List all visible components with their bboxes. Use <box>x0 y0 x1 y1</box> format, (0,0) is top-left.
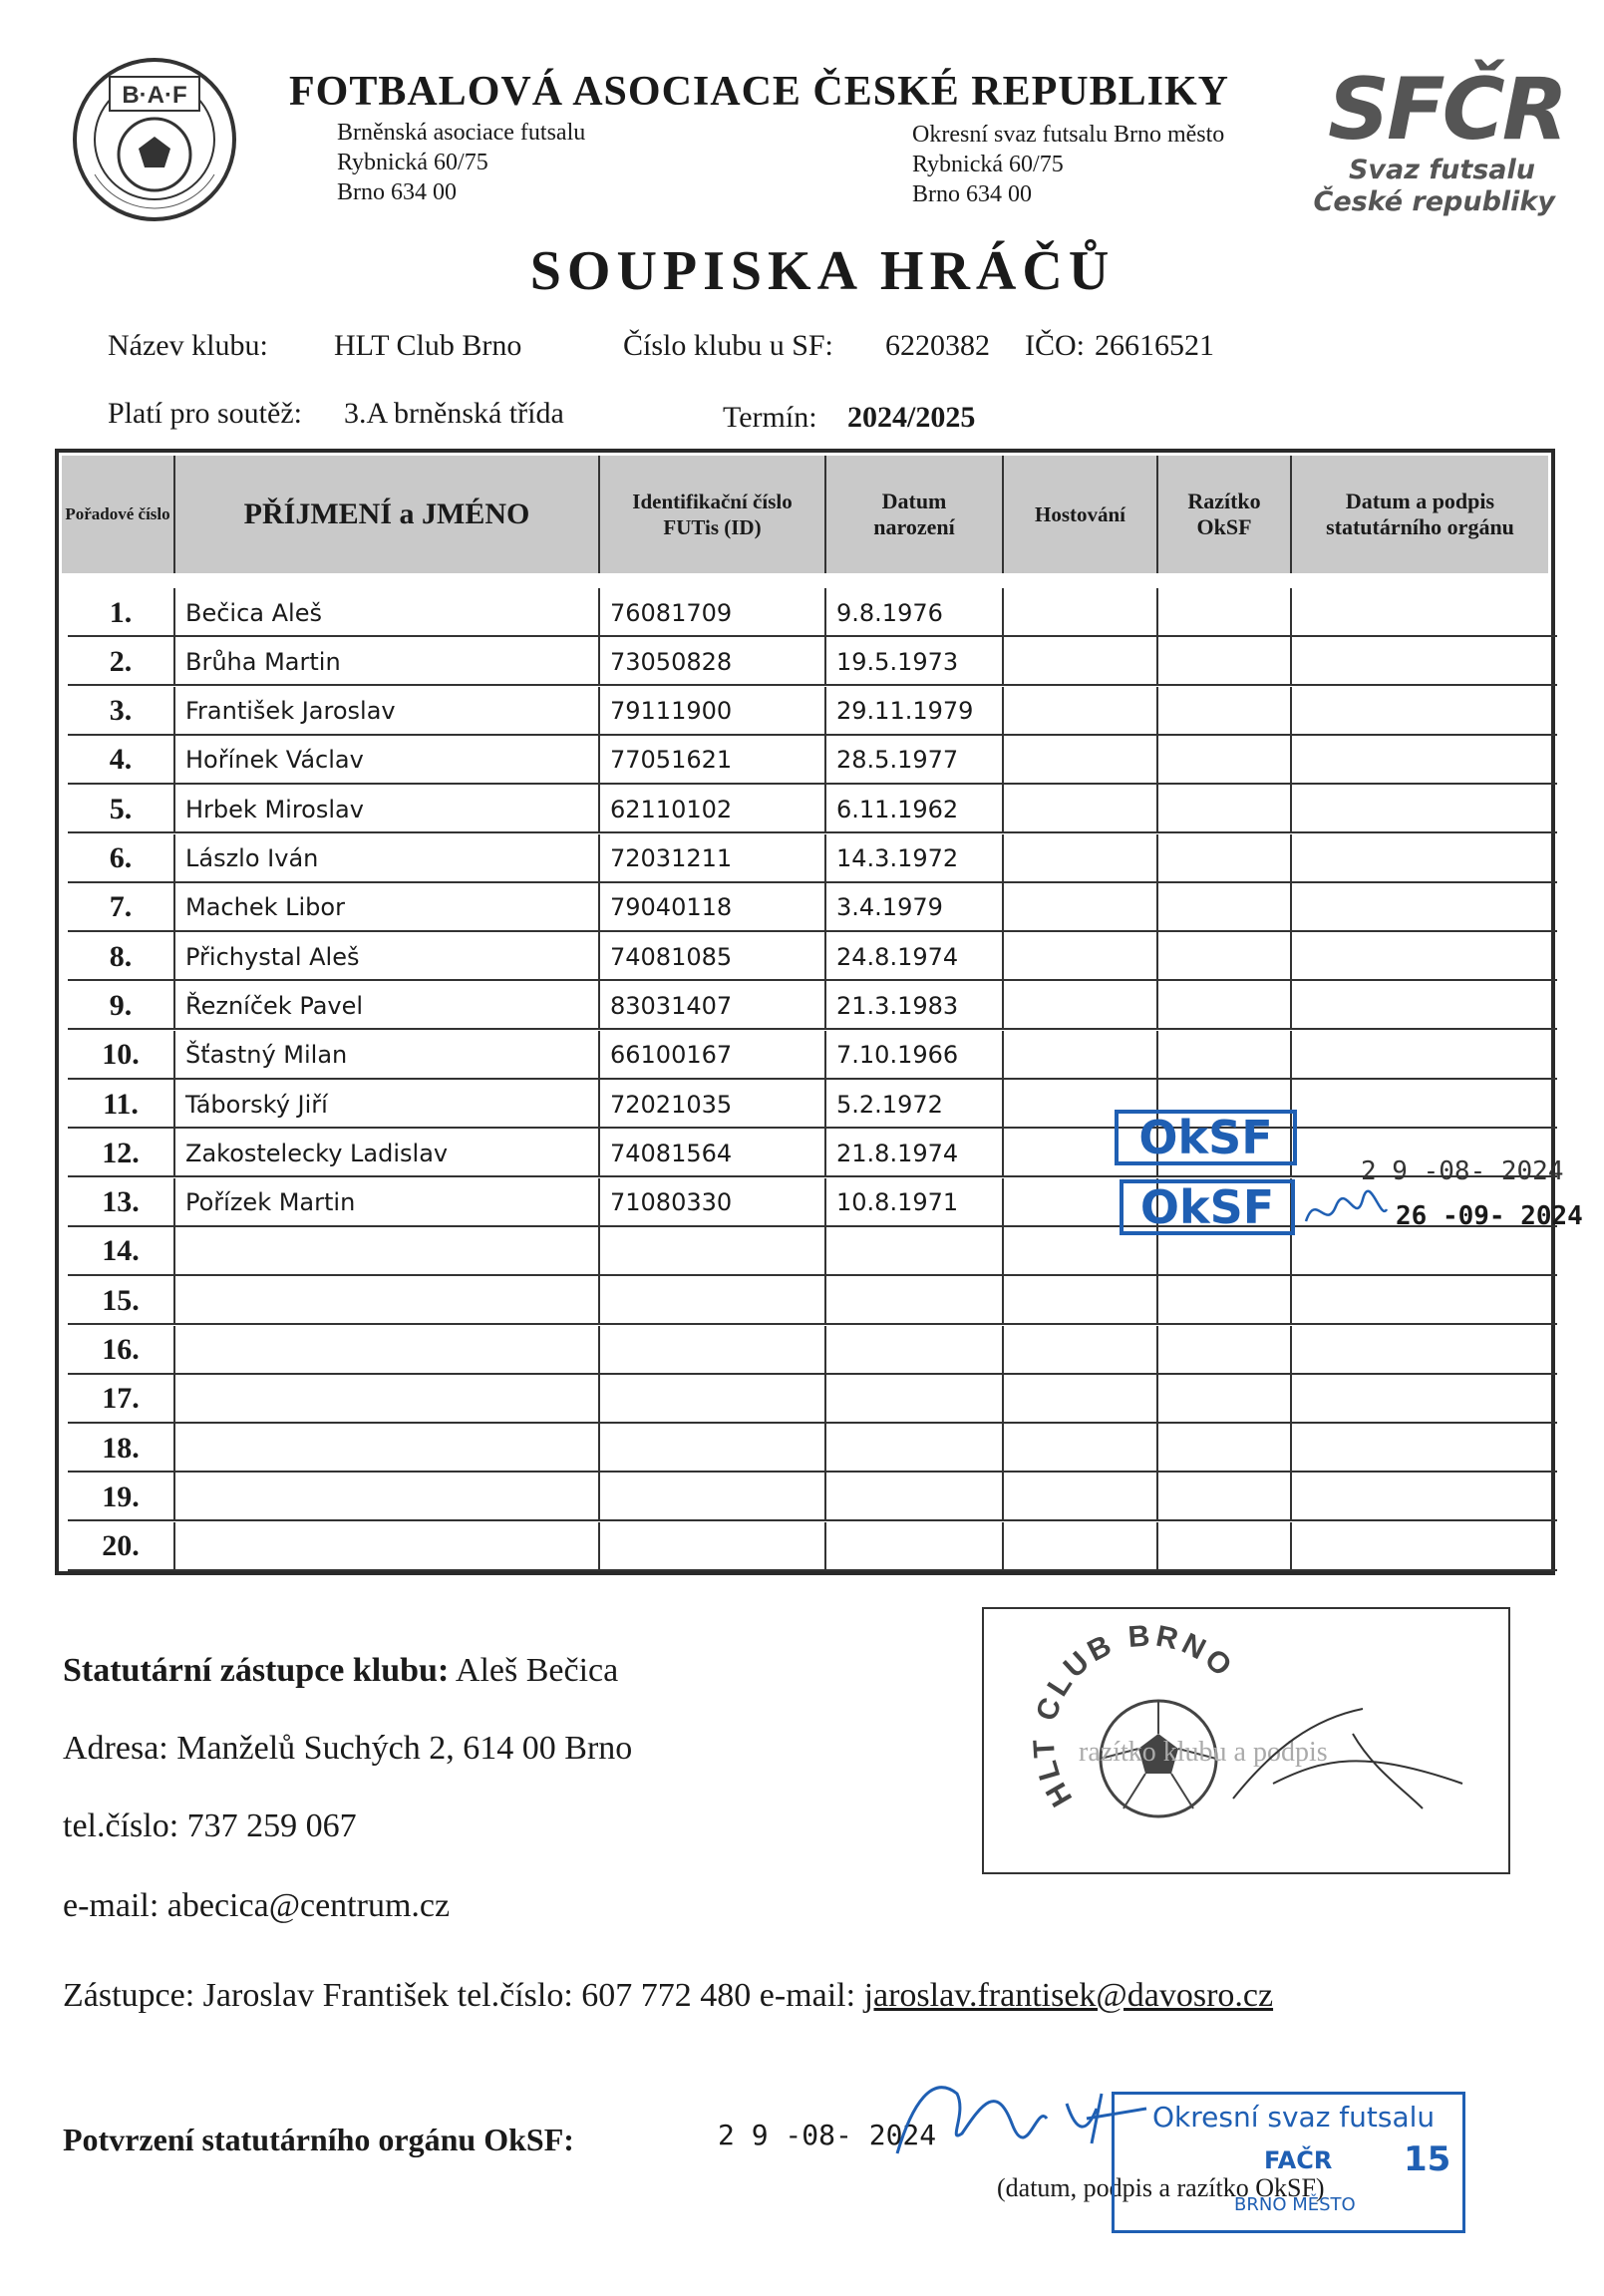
table-row <box>68 1424 1557 1473</box>
signature-cell <box>1292 1424 1555 1473</box>
club-stamp-ring-text: HLT CLUB BRNO <box>1027 1624 1241 1812</box>
baf-logo-text: B·A·F <box>122 82 187 109</box>
stamp-date-row13: 26 -09- 2024 <box>1396 1201 1583 1231</box>
stamp-line2: FAČR <box>1264 2146 1333 2174</box>
player-id <box>600 1473 826 1521</box>
player-name: Brůha Martin <box>175 637 600 686</box>
row-number: 17. <box>68 1375 175 1424</box>
header-num: Pořadové číslo <box>62 456 175 573</box>
left-address <box>337 118 585 207</box>
left-address-line: Rybnická 60/75 <box>337 150 488 175</box>
player-dob: 5.2.1972 <box>826 1080 1004 1129</box>
stamp-cell <box>1158 834 1292 883</box>
row-number: 10. <box>68 1031 175 1080</box>
signature-cell <box>1292 1031 1555 1080</box>
statutory-rep <box>63 1652 618 1690</box>
stamp-cell <box>1158 1424 1292 1473</box>
player-name: Táborský Jiří <box>175 1080 600 1129</box>
statutory-address: Adresa: Manželů Suchých 2, 614 00 Brno <box>63 1730 633 1767</box>
player-id <box>600 1276 826 1325</box>
player-id: 72021035 <box>600 1080 826 1129</box>
header-name: PŘÍJMENÍ a JMÉNO <box>175 456 600 573</box>
signature-cell <box>1292 1473 1555 1521</box>
document-title: SOUPISKA HRÁČŮ <box>529 240 1116 302</box>
player-name: Lászlo Iván <box>175 834 600 883</box>
stamp-cell <box>1158 1031 1292 1080</box>
table-row <box>68 883 1557 932</box>
header-stamp: Razítko OkSF <box>1158 456 1292 573</box>
sfcr-line2: České republiky <box>1313 186 1555 217</box>
ico-label: IČO: <box>1025 329 1085 362</box>
row-number: 11. <box>68 1080 175 1129</box>
player-name <box>175 1227 600 1276</box>
signature-row13 <box>1301 1181 1391 1246</box>
player-name <box>175 1276 600 1325</box>
hosting-cell <box>1004 588 1158 637</box>
confirmation-caption: (datum, podpis a razítko OkSF) <box>997 2173 1325 2202</box>
left-address-line: Brno 634 00 <box>337 179 457 205</box>
hosting-cell <box>1004 736 1158 785</box>
hosting-cell <box>1004 1522 1158 1571</box>
deputy-details: Jaroslav František tel.číslo: 607 772 480 e-mail: <box>202 1977 856 2014</box>
row-number: 20. <box>68 1522 175 1571</box>
club-name: HLT Club Brno <box>334 329 522 362</box>
player-id <box>600 1227 826 1276</box>
baf-logo <box>70 55 239 224</box>
table-row <box>68 1522 1557 1571</box>
player-dob <box>826 1473 1004 1521</box>
signature-cell <box>1292 687 1555 736</box>
player-id: 76081709 <box>600 588 826 637</box>
oksf-stamp-row13: OkSF <box>1120 1179 1295 1235</box>
player-id: 77051621 <box>600 736 826 785</box>
player-dob: 7.10.1966 <box>826 1031 1004 1080</box>
player-id: 79111900 <box>600 687 826 736</box>
player-id: 62110102 <box>600 785 826 833</box>
signature-cell <box>1292 736 1555 785</box>
player-dob: 6.11.1962 <box>826 785 1004 833</box>
hosting-cell <box>1004 1375 1158 1424</box>
stamp-cell <box>1158 785 1292 833</box>
hosting-cell <box>1004 687 1158 736</box>
confirmation-date: 2 9 -08- 2024 <box>718 2119 937 2151</box>
svg-text:HLT CLUB BRNO <box>1028 1624 1241 1812</box>
player-name <box>175 1522 600 1571</box>
stamp-number: 15 <box>1404 2139 1451 2179</box>
confirmation-label: Potvrzení statutárního orgánu OkSF: <box>63 2122 574 2157</box>
signature-cell <box>1292 883 1555 932</box>
row-number: 9. <box>68 981 175 1030</box>
row-number: 19. <box>68 1473 175 1521</box>
player-name: Šťastný Milan <box>175 1031 600 1080</box>
signature-cell <box>1292 932 1555 981</box>
signature-cell <box>1292 981 1555 1030</box>
row-number: 4. <box>68 736 175 785</box>
sfcr-line1: Svaz futsalu <box>1348 155 1535 185</box>
player-dob: 10.8.1971 <box>826 1178 1004 1227</box>
statutory-rep-label: Statutární zástupce klubu: <box>63 1652 450 1689</box>
deputy-line <box>63 1977 1273 2015</box>
stamp-cell <box>1158 1473 1292 1521</box>
oksf-stamp-row12: OkSF <box>1115 1110 1297 1165</box>
signature-cell <box>1292 588 1555 637</box>
hosting-cell <box>1004 637 1158 686</box>
right-address-line: Okresní svaz futsalu Brno město <box>912 122 1225 148</box>
competition-value: 3.A brněnská třída <box>344 397 564 430</box>
signature-cell <box>1292 637 1555 686</box>
signature-cell <box>1292 785 1555 833</box>
table-row <box>68 932 1557 981</box>
stamp-cell <box>1158 981 1292 1030</box>
player-id: 83031407 <box>600 981 826 1030</box>
table-row <box>68 1129 1557 1177</box>
player-dob: 9.8.1976 <box>826 588 1004 637</box>
player-dob <box>826 1375 1004 1424</box>
stamp-line1: Okresní svaz futsalu <box>1152 2101 1436 2133</box>
player-dob: 21.3.1983 <box>826 981 1004 1030</box>
table-row <box>68 981 1557 1030</box>
table-row <box>68 588 1557 637</box>
row-number: 12. <box>68 1129 175 1177</box>
hosting-cell <box>1004 981 1158 1030</box>
signature-cell <box>1292 834 1555 883</box>
club-number: 6220382 <box>885 329 990 362</box>
row-number: 1. <box>68 588 175 637</box>
player-dob <box>826 1227 1004 1276</box>
signature-cell <box>1292 1326 1555 1375</box>
table-row <box>68 1080 1557 1129</box>
player-dob: 14.3.1972 <box>826 834 1004 883</box>
stamp-cell <box>1158 1375 1292 1424</box>
player-name <box>175 1424 600 1473</box>
hosting-cell <box>1004 1473 1158 1521</box>
stamp-cell <box>1158 1326 1292 1375</box>
hosting-cell <box>1004 1031 1158 1080</box>
signature-cell <box>1292 1080 1555 1129</box>
right-address <box>912 120 1224 209</box>
player-dob: 3.4.1979 <box>826 883 1004 932</box>
player-name: Pořízek Martin <box>175 1178 600 1227</box>
player-name: Řezníček Pavel <box>175 981 600 1030</box>
club-number-label: Číslo klubu u SF: <box>623 329 833 362</box>
statutory-phone: tel.číslo: 737 259 067 <box>63 1807 357 1844</box>
stamp-cell <box>1158 736 1292 785</box>
hosting-cell <box>1004 1424 1158 1473</box>
right-address-line: Rybnická 60/75 <box>912 152 1064 177</box>
signature-cell <box>1292 1276 1555 1325</box>
player-id: 74081085 <box>600 932 826 981</box>
row-number: 14. <box>68 1227 175 1276</box>
player-name: Bečica Aleš <box>175 588 600 637</box>
row-number: 2. <box>68 637 175 686</box>
ico-value: 26616521 <box>1095 329 1214 362</box>
table-row <box>68 1326 1557 1375</box>
term-value: 2024/2025 <box>847 401 976 434</box>
hosting-cell <box>1004 1276 1158 1325</box>
stamp-cell <box>1158 932 1292 981</box>
stamp-cell <box>1158 588 1292 637</box>
org-title: FOTBALOVÁ ASOCIACE ČESKÉ REPUBLIKY <box>289 69 1230 115</box>
player-dob: 28.5.1977 <box>826 736 1004 785</box>
player-name <box>175 1326 600 1375</box>
sfcr-mark: SFČR <box>1328 60 1566 160</box>
row-number: 5. <box>68 785 175 833</box>
competition-label: Platí pro soutěž: <box>108 397 302 430</box>
hosting-cell <box>1004 785 1158 833</box>
stamp-date-row12: 2 9 -08- 2024 <box>1361 1156 1564 1186</box>
term-label: Termín: <box>723 401 817 434</box>
signature-cell <box>1292 1522 1555 1571</box>
stamp-cell <box>1158 1276 1292 1325</box>
hosting-cell <box>1004 1326 1158 1375</box>
club-name-label: Název klubu: <box>108 329 268 362</box>
row-number: 18. <box>68 1424 175 1473</box>
table-row <box>68 637 1557 686</box>
player-name <box>175 1375 600 1424</box>
statutory-email: e-mail: abecica@centrum.cz <box>63 1887 451 1924</box>
club-signature <box>1213 1689 1472 1818</box>
player-id <box>600 1375 826 1424</box>
table-row <box>68 1473 1557 1521</box>
row-number: 13. <box>68 1178 175 1227</box>
table-row <box>68 1375 1557 1424</box>
table-row <box>68 1276 1557 1325</box>
table-row <box>68 687 1557 736</box>
player-dob <box>826 1424 1004 1473</box>
left-address-line: Brněnská asociace futsalu <box>337 120 586 146</box>
player-name: Machek Libor <box>175 883 600 932</box>
player-dob: 21.8.1974 <box>826 1129 1004 1177</box>
deputy-label: Zástupce: <box>63 1977 195 2014</box>
right-address-line: Brno 634 00 <box>912 181 1032 207</box>
player-name: Hořínek Václav <box>175 736 600 785</box>
hosting-cell <box>1004 883 1158 932</box>
player-id: 74081564 <box>600 1129 826 1177</box>
player-name <box>175 1473 600 1521</box>
player-name: František Jaroslav <box>175 687 600 736</box>
table-row <box>68 785 1557 833</box>
stamp-cell <box>1158 883 1292 932</box>
player-name: Hrbek Miroslav <box>175 785 600 833</box>
row-number: 3. <box>68 687 175 736</box>
statutory-rep-name: Aleš Bečica <box>455 1652 619 1689</box>
signature-cell <box>1292 1375 1555 1424</box>
table-row <box>68 1031 1557 1080</box>
player-id: 71080330 <box>600 1178 826 1227</box>
deputy-email: jaroslav.frantisek@davosro.cz <box>863 1977 1274 2014</box>
row-number: 16. <box>68 1326 175 1375</box>
stamp-cell <box>1158 637 1292 686</box>
player-dob <box>826 1522 1004 1571</box>
table-row <box>68 736 1557 785</box>
player-name: Přichystal Aleš <box>175 932 600 981</box>
header-host: Hostování <box>1004 456 1158 573</box>
player-dob: 19.5.1973 <box>826 637 1004 686</box>
row-number: 15. <box>68 1276 175 1325</box>
stamp-cell <box>1158 1522 1292 1571</box>
player-dob: 29.11.1979 <box>826 687 1004 736</box>
oksf-official-stamp <box>1112 2092 1465 2233</box>
table-row <box>68 834 1557 883</box>
player-id: 79040118 <box>600 883 826 932</box>
club-stamp-box <box>982 1607 1510 1874</box>
player-id: 72031211 <box>600 834 826 883</box>
club-stamp-caption: razítko klubu a podpis <box>1079 1737 1328 1768</box>
header-id: Identifikační číslo FUTis (ID) <box>600 456 826 573</box>
stamp-line3: BRNO MĚSTO <box>1234 2194 1356 2215</box>
player-id: 73050828 <box>600 637 826 686</box>
player-id: 66100167 <box>600 1031 826 1080</box>
player-dob <box>826 1326 1004 1375</box>
hosting-cell <box>1004 834 1158 883</box>
player-name: Zakostelecky Ladislav <box>175 1129 600 1177</box>
header-dob: Datum narození <box>826 456 1004 573</box>
header-sign: Datum a podpis statutárního orgánu <box>1326 489 1514 539</box>
player-id <box>600 1326 826 1375</box>
player-dob: 24.8.1974 <box>826 932 1004 981</box>
hosting-cell <box>1004 932 1158 981</box>
stamp-cell <box>1158 687 1292 736</box>
sfcr-logo <box>1296 60 1575 239</box>
player-id <box>600 1424 826 1473</box>
row-number: 8. <box>68 932 175 981</box>
player-dob <box>826 1276 1004 1325</box>
row-number: 6. <box>68 834 175 883</box>
row-number: 7. <box>68 883 175 932</box>
player-id <box>600 1522 826 1571</box>
